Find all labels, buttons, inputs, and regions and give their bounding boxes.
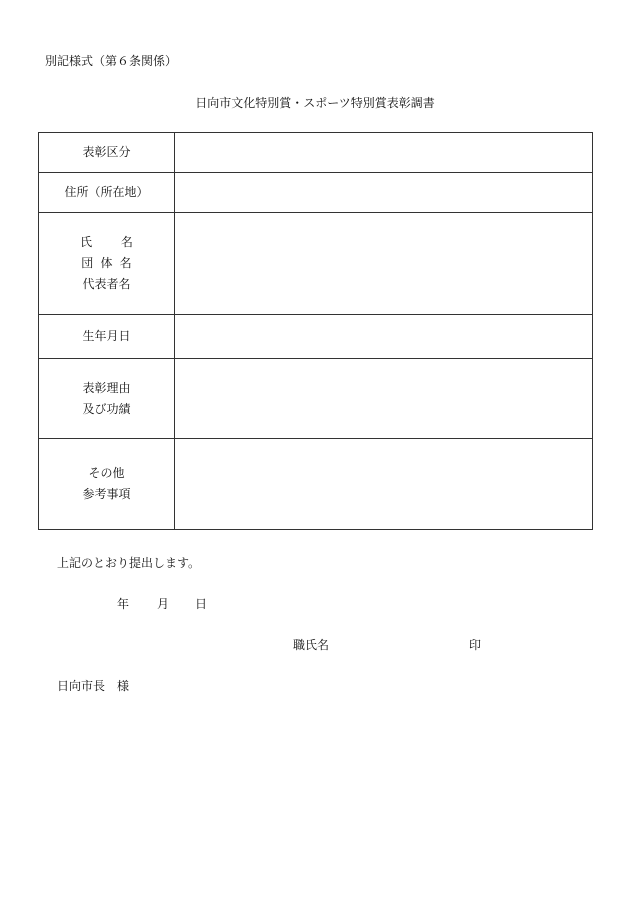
label-line: 代表者名 xyxy=(82,277,131,291)
label-award-category xyxy=(39,133,175,173)
date-line xyxy=(117,595,207,612)
label-line: 参考事項 xyxy=(82,487,131,501)
addressee: 日向市長 様 xyxy=(57,679,130,693)
field-name[interactable] xyxy=(175,213,593,315)
field-other[interactable] xyxy=(175,439,593,530)
label-line: その他 xyxy=(88,466,125,480)
seal-mark: 印 xyxy=(469,638,482,652)
label-reason xyxy=(39,359,175,439)
label-line: 氏名 xyxy=(80,235,162,249)
field-reason[interactable] xyxy=(175,359,593,439)
signature-line xyxy=(293,636,481,653)
row-other xyxy=(39,439,593,530)
label-line: 住所（所在地） xyxy=(64,185,149,199)
date-year: 年 xyxy=(117,597,130,611)
row-award-category xyxy=(39,133,593,173)
label-birthdate xyxy=(39,315,175,359)
label-line: 生年月日 xyxy=(82,329,131,343)
row-reason xyxy=(39,359,593,439)
commendation-form-table xyxy=(38,132,593,530)
date-day: 日 xyxy=(195,597,208,611)
label-line: 表彰区分 xyxy=(82,145,131,159)
label-line: 表彰理由 xyxy=(82,380,131,395)
label-other xyxy=(39,439,175,530)
document-title: 日向市文化特別賞・スポーツ特別賞表彰調書 xyxy=(195,96,435,110)
field-birthdate[interactable] xyxy=(175,315,593,359)
label-address xyxy=(39,173,175,213)
submission-statement: 上記のとおり提出します。 xyxy=(57,556,201,570)
label-name xyxy=(39,213,175,315)
field-award-category[interactable] xyxy=(175,133,593,173)
label-line: 及び功績 xyxy=(82,401,131,416)
date-month: 月 xyxy=(157,597,170,611)
signature-label: 職氏名 xyxy=(293,638,330,652)
field-address[interactable] xyxy=(175,173,593,213)
label-line: 団体名 xyxy=(81,256,139,270)
form-reference: 別記様式（第６条関係） xyxy=(45,54,178,68)
row-address xyxy=(39,173,593,213)
row-birthdate xyxy=(39,315,593,359)
row-name xyxy=(39,213,593,315)
